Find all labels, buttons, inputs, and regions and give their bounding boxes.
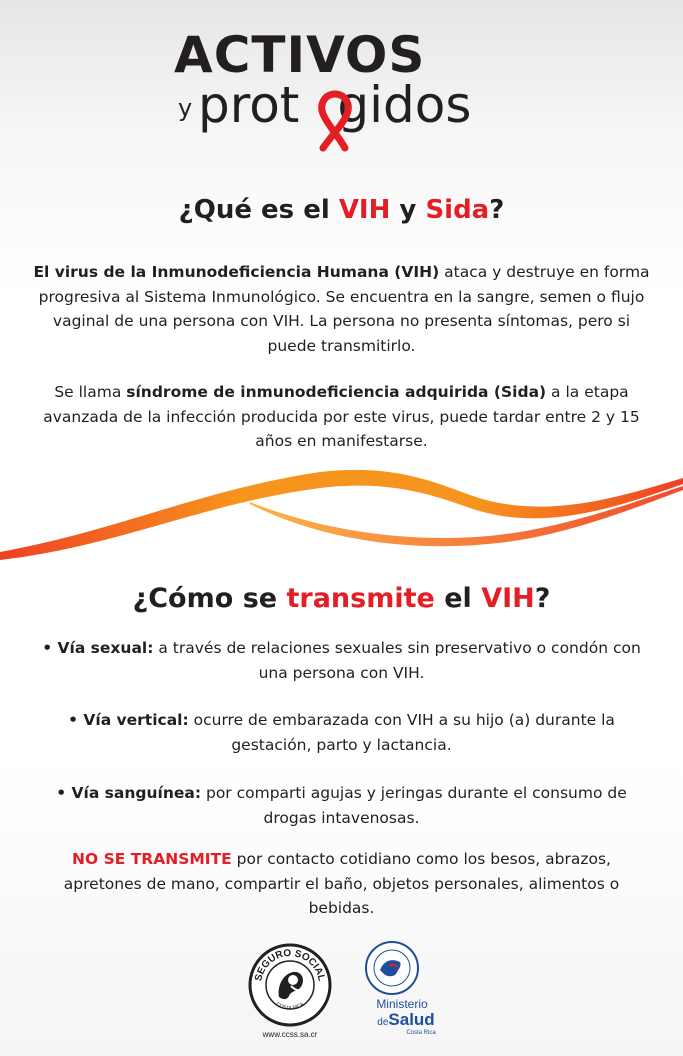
red-ribbon-icon [313, 90, 357, 152]
ministerio-country: Costa Rica [406, 1030, 436, 1036]
title-sida: Sida [425, 195, 490, 225]
ccss-seal-bottom-text: COSTA RICA [274, 1001, 306, 1012]
paragraph-no-se-transmite: NO SE TRANSMITE por contacto cotidiano como los besos, abrazos, apretones de mano, compartir el baño, objetos personales, alimentos o bebidas. [63, 850, 620, 917]
bullet-via-sexual: • Vía sexual: a través de relaciones sexuales sin preservativo o condón con una persona con VIH. [42, 639, 641, 682]
logo-y: y [178, 94, 193, 122]
bullet-via-vertical: • Vía vertical: ocurre de embarazada con VIH a su hijo (a) durante la gestación, parto y lactancia. [68, 711, 615, 754]
bullet-via-sanguinea: • Vía sanguínea: por comparti agujas y jeringas durante el consumo de drogas intavenosas. [56, 784, 627, 827]
campaign-logo [172, 28, 532, 148]
ccss-website: www.ccss.sa.cr [262, 1030, 318, 1039]
ministerio-salud-seal-logo [362, 940, 442, 996]
title-vih-2: VIH [481, 583, 535, 614]
logo-prot: prot [198, 76, 300, 134]
ministerio-label: Ministerio [376, 997, 428, 1011]
title-transmite: transmite [286, 583, 435, 614]
section-title-que-es: ¿Qué es el VIH y Sida? [178, 195, 505, 225]
title-vih: VIH [338, 195, 391, 225]
section-title-como-se-transmite: ¿Cómo se transmite el VIH? [132, 583, 551, 614]
logo-gidos: gidos [337, 76, 472, 134]
ccss-seal-logo [247, 942, 333, 1028]
orange-wave-divider [0, 460, 683, 570]
paragraph-vih-definition: El virus de la Inmunodeficiencia Humana (VIH) ataca y destruye en forma progresiva al Sistema Inmunológico. Se encuentra en la sangre, semen o flujo vaginal de una persona con VIH. La persona no presenta síntomas, pero si puede transmitirlo. [33, 263, 650, 355]
logo-line-activos: ACTIVOS [174, 26, 426, 84]
paragraph-sida-definition: Se llama síndrome de inmunodeficiencia adquirida (Sida) a la etapa avanzada de la infección producida por este virus, puede tardar entre 2 y 15 años en manifestarse. [43, 383, 640, 450]
salud-label: deSalud [377, 1010, 435, 1029]
ccss-seal-top-text: SEGURO SOCIAL [253, 947, 327, 983]
